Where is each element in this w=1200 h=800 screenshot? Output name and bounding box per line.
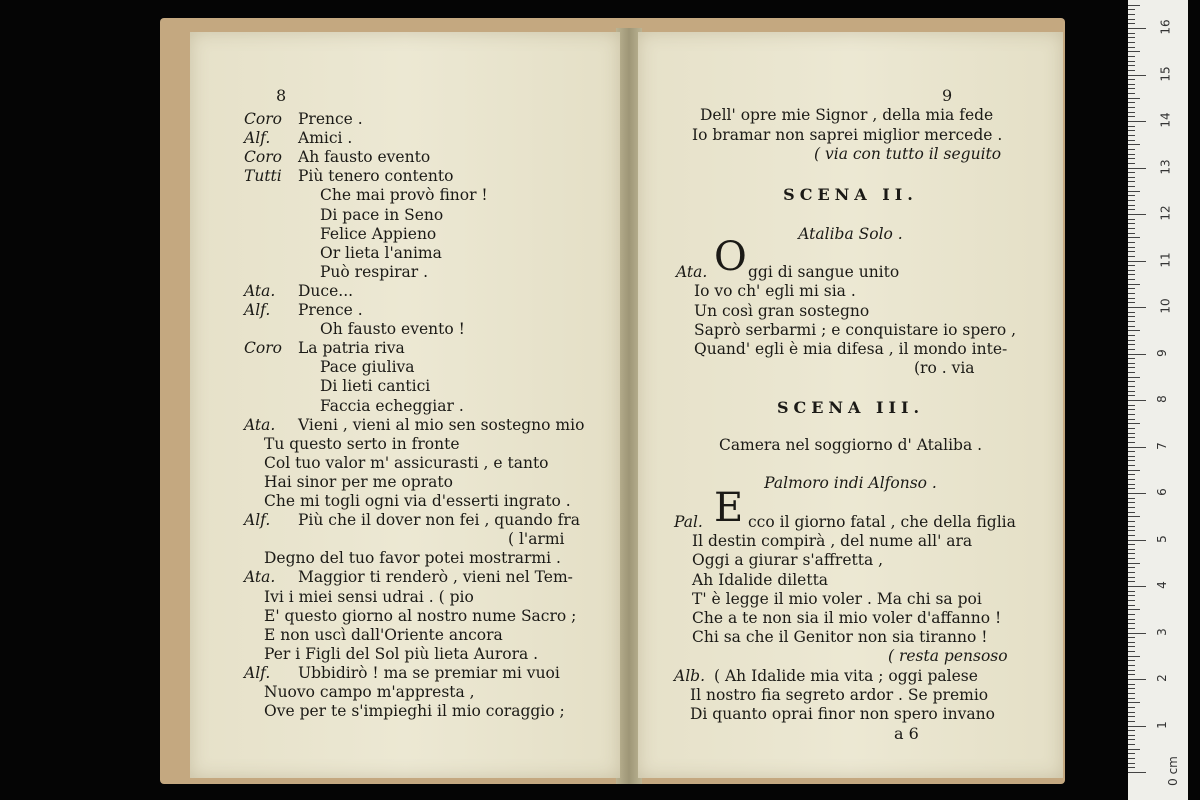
- ruler-tick: [1128, 660, 1135, 661]
- ruler-tick: [1128, 433, 1135, 434]
- scene-heading: SCENA II.: [783, 185, 918, 204]
- ruler-tick: [1128, 265, 1135, 266]
- ruler-number: 13: [1158, 158, 1173, 175]
- ruler-tick: [1128, 65, 1135, 66]
- speaker-label: Coro: [244, 148, 282, 167]
- ruler-tick: [1128, 726, 1146, 727]
- ruler-tick: [1128, 595, 1135, 596]
- ruler-tick: [1128, 642, 1135, 643]
- ruler-tick: [1128, 414, 1135, 415]
- scene-characters: Ataliba Solo .: [798, 225, 903, 243]
- text-line: T' è legge il mio voler . Ma chi sa poi: [692, 589, 982, 608]
- ruler-tick: [1128, 349, 1135, 350]
- ruler-tick: [1128, 674, 1135, 675]
- ruler-tick: [1128, 102, 1135, 103]
- ruler-tick: [1128, 586, 1146, 587]
- ruler-tick: [1128, 665, 1135, 666]
- ruler-tick: [1128, 316, 1135, 317]
- ruler-tick: [1128, 619, 1135, 620]
- text-line: Oh fausto evento !: [320, 320, 465, 339]
- ruler-tick: [1128, 354, 1146, 355]
- ruler-tick: [1128, 247, 1135, 248]
- ruler-tick: [1128, 214, 1146, 215]
- ruler-tick: [1128, 572, 1135, 573]
- ruler-tick: [1128, 42, 1135, 43]
- text-line: cco il giorno fatal , che della figlia: [748, 513, 1016, 531]
- right-page: [638, 32, 1063, 778]
- ruler-tick: [1128, 381, 1135, 382]
- ruler-tick: [1128, 456, 1135, 457]
- ruler-tick: [1128, 298, 1135, 299]
- ruler-tick: [1128, 693, 1135, 694]
- ruler-tick: [1128, 28, 1146, 29]
- ruler-tick: [1128, 679, 1146, 680]
- ruler-tick: [1128, 646, 1135, 647]
- ruler-tick: [1128, 391, 1135, 392]
- ruler-tick: [1128, 56, 1135, 57]
- ruler-tick: [1128, 51, 1140, 52]
- text-line: Dell' opre mie Signor , della mia fede: [700, 106, 994, 124]
- ruler-tick: [1128, 177, 1135, 178]
- ruler-tick: [1128, 577, 1135, 578]
- ruler-tick: [1128, 84, 1135, 85]
- ruler-tick: [1128, 749, 1140, 750]
- ruler-tick: [1128, 205, 1135, 206]
- text-line: Col tuo valor m' assicurasti , e tanto: [264, 453, 549, 472]
- speaker-label: Alf.: [244, 129, 271, 148]
- stage-direction: ( via con tutto il seguito: [814, 145, 1002, 163]
- text-line: Amici .: [298, 129, 353, 148]
- ruler-tick: [1128, 135, 1135, 136]
- ruler-tick: [1128, 698, 1135, 699]
- ruler-tick: [1128, 470, 1140, 471]
- ruler-tick: [1128, 61, 1135, 62]
- ruler-number: 11: [1158, 251, 1173, 268]
- ruler-tick: [1128, 209, 1135, 210]
- ruler-tick: [1128, 307, 1146, 308]
- ruler-tick: [1128, 656, 1140, 657]
- text-line: Più che il dover non fei , quando fra: [298, 511, 580, 530]
- ruler-number: 16: [1158, 19, 1173, 35]
- text-line: La patria riva: [298, 339, 405, 358]
- ruler-tick: [1128, 47, 1135, 48]
- ruler-tick: [1128, 563, 1140, 564]
- scene-setting: Camera nel soggiorno d' Ataliba .: [718, 436, 983, 454]
- ruler-tick: [1128, 605, 1135, 606]
- text-line: ggi di sangue unito: [748, 263, 900, 281]
- ruler-tick: [1128, 363, 1135, 364]
- drop-capital: O: [714, 234, 747, 280]
- text-line: ( l'armi: [508, 530, 565, 549]
- ruler-tick: [1128, 293, 1135, 294]
- text-line: Vieni , vieni al mio sen sostegno mio: [298, 415, 585, 434]
- ruler-tick: [1128, 498, 1135, 499]
- ruler-tick: [1128, 340, 1135, 341]
- text-line: Ivi i miei sensi udrai . ( pio: [264, 587, 474, 606]
- ruler-tick: [1128, 23, 1135, 24]
- ruler-tick: [1128, 19, 1135, 20]
- ruler-tick: [1128, 274, 1135, 275]
- ruler-tick: [1128, 581, 1135, 582]
- text-line: Nuovo campo m'appresta ,: [264, 683, 475, 701]
- speaker-label: Coro: [244, 339, 282, 358]
- text-line: Io vo ch' egli mi sia .: [694, 282, 856, 300]
- text-line: Io bramar non saprei miglior mercede .: [692, 126, 1003, 144]
- speaker-label: Ata.: [676, 263, 708, 281]
- ruler-tick: [1128, 126, 1135, 127]
- ruler-tick: [1128, 405, 1135, 406]
- page-number: 9: [942, 86, 953, 105]
- text-line: Può respirar .: [320, 262, 429, 281]
- ruler-tick: [1128, 428, 1135, 429]
- ruler-tick: [1128, 37, 1135, 38]
- text-line: E non uscì dall'Oriente ancora: [264, 625, 503, 644]
- ruler-tick: [1128, 70, 1135, 71]
- text-line: Di quanto oprai finor non spero invano: [690, 705, 995, 723]
- ruler-tick: [1128, 758, 1135, 759]
- ruler-tick: [1128, 530, 1135, 531]
- text-line: Faccia echeggiar .: [320, 396, 464, 415]
- text-line: Prence .: [298, 110, 363, 128]
- ruler-tick: [1128, 79, 1135, 80]
- speaker-label: Pal.: [674, 513, 703, 531]
- ruler-tick: [1128, 730, 1135, 731]
- speaker-label: Alf.: [244, 511, 271, 530]
- ruler-tick: [1128, 419, 1135, 420]
- text-line: ( Ah Idalide mia vita ; oggi palese: [714, 667, 978, 685]
- ruler-tick: [1128, 195, 1135, 196]
- text-line: Quand' egli è mia difesa , il mondo inte-: [694, 340, 1008, 358]
- speaker-label: Alf.: [244, 301, 271, 319]
- ruler-tick: [1128, 544, 1135, 545]
- ruler-tick: [1128, 712, 1135, 713]
- ruler-tick: [1128, 735, 1135, 736]
- ruler-tick: [1128, 540, 1146, 541]
- text-line: Ove per te s'impieghi il mio coraggio ;: [264, 702, 565, 721]
- ruler-tick: [1128, 716, 1135, 717]
- scene-characters: Palmoro indi Alfonso .: [764, 474, 937, 492]
- text-line: Chi sa che il Genitor non sia tiranno !: [692, 628, 988, 647]
- text-line: Pace giuliva: [320, 358, 415, 377]
- text-line: Hai sinor per me oprato: [264, 472, 453, 491]
- ruler-tick: [1128, 488, 1135, 489]
- open-book: [160, 18, 1065, 784]
- ruler-tick: [1128, 75, 1146, 76]
- ruler-tick: [1128, 312, 1135, 313]
- ruler-tick: [1128, 330, 1140, 331]
- ruler-tick: [1128, 321, 1135, 322]
- ruler-tick: [1128, 372, 1135, 373]
- ruler-tick: [1128, 600, 1135, 601]
- ruler-tick: [1128, 614, 1135, 615]
- ruler-tick: [1128, 288, 1135, 289]
- ruler-tick: [1128, 447, 1146, 448]
- text-line: Di lieti cantici: [320, 377, 431, 396]
- text-line: Degno del tuo favor potei mostrarmi .: [264, 549, 561, 568]
- text-line: Saprò serbarmi ; e conquistare io spero ,: [694, 321, 1017, 339]
- ruler-tick: [1128, 14, 1135, 15]
- ruler-number: 3: [1154, 627, 1169, 636]
- ruler-tick: [1128, 400, 1146, 401]
- ruler-tick: [1128, 702, 1140, 703]
- ruler-tick: [1128, 493, 1146, 494]
- ruler-tick: [1128, 302, 1135, 303]
- ruler-tick: [1128, 567, 1135, 568]
- text-line: Prence .: [298, 301, 363, 319]
- ruler-tick: [1128, 168, 1146, 169]
- ruler-number: 6: [1154, 488, 1169, 496]
- text-line: Che mai provò finor !: [320, 186, 488, 205]
- ruler-tick: [1128, 670, 1135, 671]
- ruler-tick: [1128, 93, 1135, 94]
- ruler-tick: [1128, 140, 1135, 141]
- ruler-tick: [1128, 256, 1135, 257]
- text-line: Duce...: [298, 281, 354, 300]
- page-number: 8: [276, 86, 287, 105]
- scene-heading: SCENA III.: [776, 398, 925, 417]
- ruler-tick: [1128, 707, 1135, 708]
- text-line: Il destin compirà , del nume all' ara: [692, 532, 973, 551]
- text-line: Tu questo serto in fronte: [264, 434, 460, 453]
- ruler-tick: [1128, 423, 1140, 424]
- ruler-tick: [1128, 609, 1140, 610]
- measurement-ruler: [1128, 0, 1188, 800]
- ruler-tick: [1128, 88, 1135, 89]
- ruler-tick: [1128, 181, 1135, 182]
- ruler-tick: [1128, 33, 1135, 34]
- ruler-tick: [1128, 507, 1135, 508]
- ruler-tick: [1128, 684, 1135, 685]
- ruler-tick: [1128, 465, 1135, 466]
- ruler-tick: [1128, 409, 1135, 410]
- ruler-number: 14: [1158, 112, 1173, 128]
- text-line: Oggi a giurar s'affretta ,: [692, 551, 884, 570]
- text-line: (ro . via: [914, 359, 975, 377]
- ruler-number: 10: [1158, 298, 1173, 314]
- text-line: Felice Appieno: [320, 224, 437, 243]
- ruler-tick: [1128, 228, 1135, 229]
- signature-mark: a 6: [894, 724, 919, 743]
- ruler-tick: [1128, 442, 1135, 443]
- ruler-number: 5: [1154, 534, 1169, 543]
- ruler-tick: [1128, 200, 1135, 201]
- ruler-tick: [1128, 121, 1146, 122]
- ruler-number: 0 cm: [1165, 756, 1180, 786]
- ruler-tick: [1128, 98, 1140, 99]
- speaker-label: Alf.: [244, 663, 271, 682]
- ruler-tick: [1128, 512, 1135, 513]
- ruler-tick: [1128, 261, 1146, 262]
- ruler-tick: [1128, 377, 1140, 378]
- ruler-tick: [1128, 395, 1135, 396]
- ruler-tick: [1128, 130, 1135, 131]
- ruler-tick: [1128, 270, 1135, 271]
- ruler-tick: [1128, 5, 1140, 6]
- ruler-tick: [1128, 535, 1135, 536]
- ruler-tick: [1128, 474, 1135, 475]
- text-line: Che a te non sia il mio voler d'affanno !: [692, 609, 1002, 627]
- ruler-tick: [1128, 358, 1135, 359]
- ruler-tick: [1128, 233, 1135, 234]
- ruler-tick: [1128, 335, 1135, 336]
- ruler-tick: [1128, 721, 1135, 722]
- text-line: Più tenero contento: [298, 167, 454, 186]
- text-line: Maggior ti renderò , vieni nel Tem-: [298, 568, 573, 587]
- ruler-number: 12: [1158, 205, 1173, 221]
- ruler-tick: [1128, 651, 1135, 652]
- ruler-tick: [1128, 633, 1146, 634]
- ruler-tick: [1128, 549, 1135, 550]
- text-line: Che mi togli ogni via d'esserti ingrato .: [264, 492, 571, 510]
- text-line: Di pace in Seno: [320, 205, 444, 224]
- ruler-tick: [1128, 451, 1135, 452]
- ruler-tick: [1128, 739, 1135, 740]
- ruler-tick: [1128, 144, 1140, 145]
- ruler-tick: [1128, 172, 1135, 173]
- ruler-tick: [1128, 516, 1140, 517]
- ruler-tick: [1128, 558, 1135, 559]
- ruler-tick: [1128, 763, 1135, 764]
- ruler-tick: [1128, 149, 1135, 150]
- ruler-tick: [1128, 553, 1135, 554]
- stage-direction: ( resta pensoso: [888, 647, 1008, 666]
- ruler-tick: [1128, 526, 1135, 527]
- ruler-number: 8: [1154, 395, 1169, 403]
- ruler-tick: [1128, 112, 1135, 113]
- ruler-tick: [1128, 251, 1135, 252]
- ruler-tick: [1128, 326, 1135, 327]
- ruler-tick: [1128, 116, 1135, 117]
- text-line: Un così gran sostegno: [694, 302, 870, 320]
- ruler-tick: [1128, 158, 1135, 159]
- ruler-tick: [1128, 772, 1146, 773]
- ruler-tick: [1128, 284, 1140, 285]
- speaker-label: Coro: [244, 110, 282, 128]
- ruler-number: 4: [1154, 581, 1169, 589]
- ruler-tick: [1128, 107, 1135, 108]
- drop-capital: E: [714, 485, 744, 531]
- speaker-label: Alb.: [674, 667, 705, 685]
- ruler-number: 1: [1154, 720, 1169, 729]
- ruler-number: 15: [1158, 65, 1173, 82]
- speaker-label: Ata.: [244, 281, 276, 300]
- ruler-tick: [1128, 191, 1140, 192]
- ruler-number: 9: [1154, 348, 1169, 357]
- text-line: Ubbidirò ! ma se premiar mi vuoi: [298, 663, 560, 682]
- ruler-tick: [1128, 623, 1135, 624]
- ruler-number: 2: [1154, 674, 1169, 682]
- speaker-label: Ata.: [244, 415, 276, 434]
- ruler-tick: [1128, 688, 1135, 689]
- left-page: [190, 32, 620, 778]
- speaker-label: Tutti: [244, 167, 282, 186]
- ruler-tick: [1128, 628, 1135, 629]
- ruler-tick: [1128, 386, 1135, 387]
- ruler-tick: [1128, 460, 1135, 461]
- text-line: Ah Idalide diletta: [692, 570, 829, 589]
- ruler-tick: [1128, 163, 1135, 164]
- ruler-tick: [1128, 744, 1135, 745]
- ruler-tick: [1128, 502, 1135, 503]
- ruler-tick: [1128, 437, 1135, 438]
- ruler-tick: [1128, 223, 1135, 224]
- text-line: Il nostro fia segreto ardor . Se premio: [690, 686, 989, 704]
- speaker-label: Ata.: [244, 568, 276, 587]
- ruler-tick: [1128, 237, 1140, 238]
- text-line: E' questo giorno al nostro nume Sacro ;: [264, 606, 577, 625]
- ruler-tick: [1128, 9, 1135, 10]
- ruler-tick: [1128, 154, 1135, 155]
- ruler-number: 7: [1154, 441, 1169, 450]
- ruler-tick: [1128, 219, 1135, 220]
- ruler-tick: [1128, 279, 1135, 280]
- ruler-tick: [1128, 521, 1135, 522]
- ruler-tick: [1128, 186, 1135, 187]
- ruler-tick: [1128, 479, 1135, 480]
- ruler-tick: [1128, 367, 1135, 368]
- text-line: Per i Figli del Sol più lieta Aurora .: [264, 644, 539, 663]
- ruler-tick: [1128, 637, 1135, 638]
- ruler-tick: [1128, 591, 1135, 592]
- ruler-tick: [1128, 484, 1135, 485]
- text-line: Or lieta l'anima: [320, 243, 442, 262]
- ruler-tick: [1128, 767, 1135, 768]
- ruler-tick: [1128, 344, 1135, 345]
- text-line: Ah fausto evento: [298, 148, 431, 167]
- ruler-tick: [1128, 753, 1135, 754]
- ruler-tick: [1128, 242, 1135, 243]
